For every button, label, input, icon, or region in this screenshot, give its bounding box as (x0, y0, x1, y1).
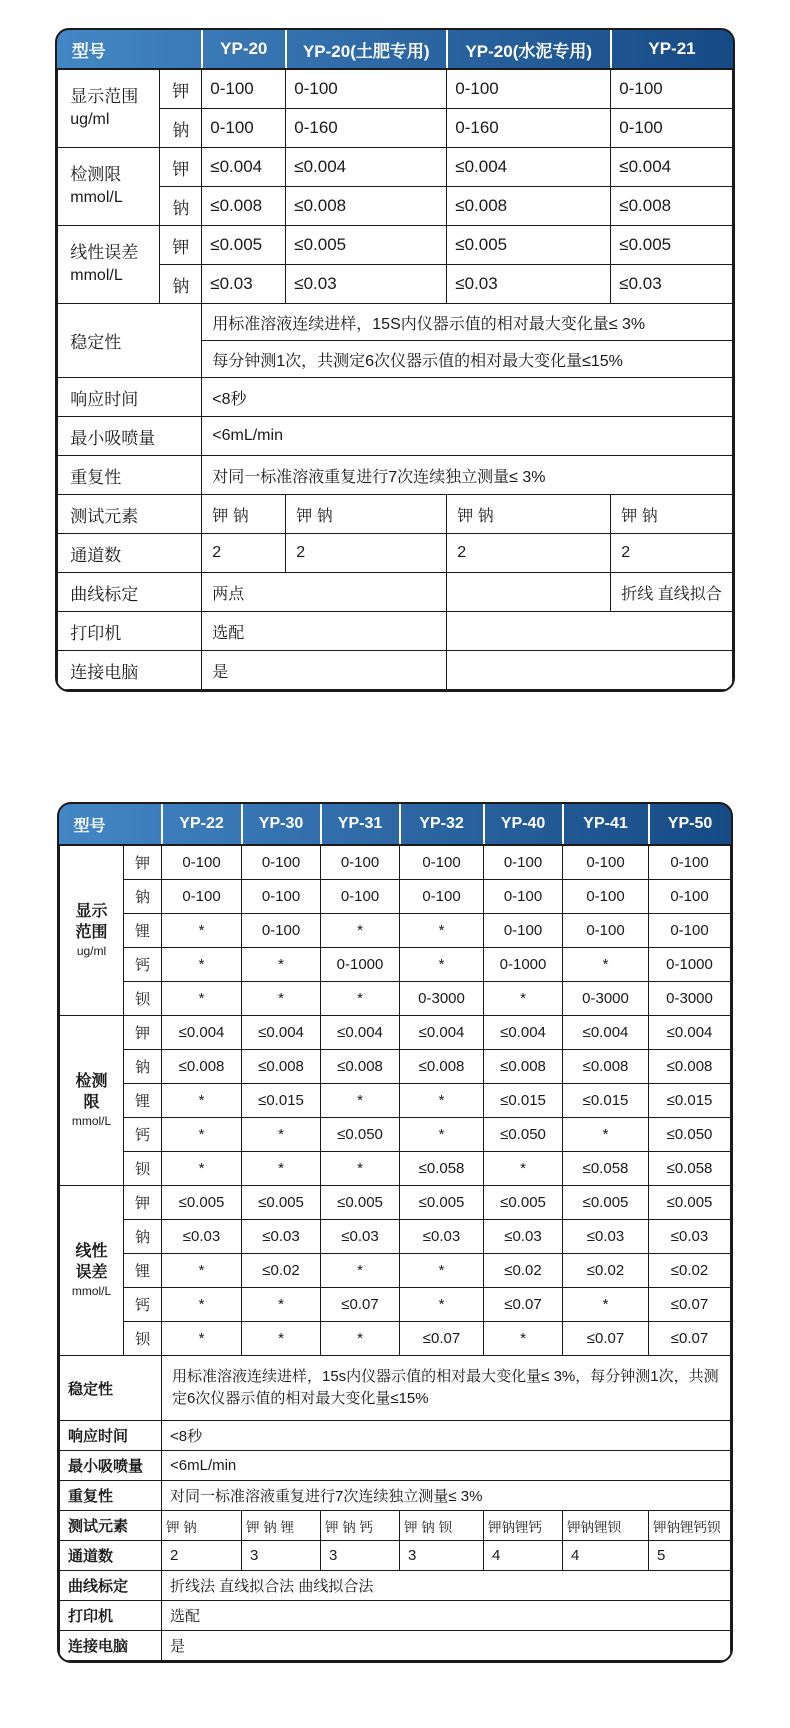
row-value: 折线法 直线拟合法 曲线拟合法 (162, 1571, 731, 1601)
spec-value: ≤0.004 (242, 1016, 321, 1050)
element-label: 钾 (160, 226, 202, 265)
spec-value: ≤0.03 (447, 265, 611, 304)
row-value: <8秒 (202, 378, 732, 417)
spec-value: * (162, 914, 242, 948)
spec-value: ≤0.005 (611, 226, 732, 265)
group-unit: ug/ml (76, 943, 107, 958)
spec-value: * (321, 1322, 400, 1356)
group-unit: mmol/L (71, 1283, 112, 1298)
row-value: 3 (321, 1541, 400, 1571)
element-label: 钾 (160, 148, 202, 187)
row-label: 连接电脑 (58, 651, 202, 690)
row-value: 钾 钠 (286, 495, 447, 534)
spec-row (60, 1186, 731, 1220)
spec-value: ≤0.03 (321, 1220, 400, 1254)
row-value: 每分钟测1次，共测定6次仪器示值的相对最大变化量≤15% (202, 341, 732, 378)
element-label: 钠 (124, 880, 162, 914)
row-value: 钾 钠 (162, 1511, 242, 1541)
spec-row (60, 845, 731, 880)
spec-value: ≤0.004 (162, 1016, 242, 1050)
spec-corner-header: 型号 (58, 30, 202, 69)
spec-value: 0-160 (447, 109, 611, 148)
spec-row (58, 534, 732, 573)
row-value: 用标准溶液连续进样，15S内仪器示值的相对最大变化量≤ 3% (202, 304, 732, 341)
spec-value: 0-100 (321, 880, 400, 914)
spec-value: * (162, 1118, 242, 1152)
spec-value: * (162, 1322, 242, 1356)
yp22-yp50-series-table (59, 804, 731, 1661)
spec-row (60, 1288, 731, 1322)
spec-value: ≤0.03 (202, 265, 286, 304)
spec-value: ≤0.07 (649, 1288, 731, 1322)
row-label: 稳定性 (58, 304, 202, 378)
spec-value: 0-100 (242, 845, 321, 880)
row-value: 5 (649, 1541, 731, 1571)
row-value: 钾钠锂钙钡 (649, 1511, 731, 1541)
element-label: 锂 (124, 1084, 162, 1118)
spec-value: ≤0.03 (162, 1220, 242, 1254)
group-label-line: 线性 (75, 1242, 108, 1260)
element-label: 锂 (124, 914, 162, 948)
spec-value: ≤0.03 (563, 1220, 649, 1254)
spec-row (58, 187, 732, 226)
group-unit: ug/ml (70, 111, 110, 129)
row-value: 钾 钠 钙 (321, 1511, 400, 1541)
spec-value: 0-100 (484, 845, 563, 880)
spec-value: ≤0.005 (563, 1186, 649, 1220)
spec-value: 0-100 (242, 914, 321, 948)
element-label: 钡 (124, 1152, 162, 1186)
spec-value: ≤0.015 (484, 1084, 563, 1118)
yp20-series-spec-table (55, 28, 734, 692)
spec-value: 0-100 (484, 914, 563, 948)
model-column-header: YP-20 (202, 30, 286, 69)
model-column-header: YP-21 (611, 30, 732, 69)
row-label: 重复性 (60, 1481, 162, 1511)
element-label: 钾 (124, 1186, 162, 1220)
spec-row (60, 982, 731, 1016)
spec-value: * (162, 982, 242, 1016)
row-value: <6mL/min (162, 1451, 731, 1481)
spec-row (60, 880, 731, 914)
row-label: 响应时间 (58, 378, 202, 417)
spec-value: ≤0.008 (563, 1050, 649, 1084)
group-unit: mmol/L (70, 189, 123, 207)
model-column-header: YP-20(水泥专用) (447, 30, 611, 69)
spec-row (58, 651, 732, 690)
spec-value: * (162, 948, 242, 982)
spec-value: * (321, 914, 400, 948)
spec-row (60, 1152, 731, 1186)
spec-value: * (400, 1254, 484, 1288)
row-value: 3 (242, 1541, 321, 1571)
spec-value: 0-100 (611, 109, 732, 148)
spec-row (60, 1322, 731, 1356)
spec-value: * (242, 1322, 321, 1356)
spec-value: ≤0.005 (447, 226, 611, 265)
spec-value: 0-100 (162, 880, 242, 914)
element-label: 钡 (124, 1322, 162, 1356)
spec-value: 0-100 (649, 914, 731, 948)
spec-row (58, 109, 732, 148)
group-label-line: 限 (83, 1093, 100, 1111)
spec-value: ≤0.015 (242, 1084, 321, 1118)
spec-value: ≤0.008 (649, 1050, 731, 1084)
spec-row (60, 1016, 731, 1050)
group-label-line: 检测 (75, 1072, 108, 1090)
spec-value: 0-3000 (649, 982, 731, 1016)
spec-row (60, 1541, 731, 1571)
spec-value: ≤0.004 (447, 148, 611, 187)
spec-value: 0-100 (286, 69, 447, 109)
row-value: 两点 (202, 573, 447, 612)
element-label: 钠 (160, 109, 202, 148)
spec-corner-header: 型号 (60, 804, 162, 845)
group-unit: mmol/L (70, 267, 123, 285)
row-value: 折线 直线拟合 (611, 573, 732, 612)
spec-row (58, 417, 732, 456)
spec-value: ≤0.02 (242, 1254, 321, 1288)
group-unit: mmol/L (71, 1113, 112, 1128)
spec-value: 0-100 (321, 845, 400, 880)
spec-value: ≤0.050 (321, 1118, 400, 1152)
element-label: 锂 (124, 1254, 162, 1288)
spec-value: * (563, 1118, 649, 1152)
group-label (58, 69, 160, 148)
spec-value: ≤0.03 (286, 265, 447, 304)
spec-value: ≤0.008 (286, 187, 447, 226)
spec-value: 0-100 (563, 845, 649, 880)
spec-value: ≤0.058 (563, 1152, 649, 1186)
spec-value: * (321, 1084, 400, 1118)
spec-value: 0-100 (649, 880, 731, 914)
element-label: 钠 (124, 1220, 162, 1254)
spec-value: 0-100 (400, 880, 484, 914)
spec-row (60, 1571, 731, 1601)
row-value: 选配 (162, 1601, 731, 1631)
spec-value: ≤0.005 (286, 226, 447, 265)
spec-value: ≤0.005 (162, 1186, 242, 1220)
model-column-header: YP-50 (649, 804, 731, 845)
model-column-header: YP-31 (321, 804, 400, 845)
group-label (60, 1186, 124, 1356)
spec-value: * (242, 1118, 321, 1152)
spec-row (60, 1254, 731, 1288)
row-value: 是 (202, 651, 447, 690)
spec-value: ≤0.03 (484, 1220, 563, 1254)
spec-value: 0-100 (162, 845, 242, 880)
spec-value: ≤0.050 (484, 1118, 563, 1152)
spec-value: * (484, 982, 563, 1016)
row-label: 最小吸喷量 (60, 1451, 162, 1481)
row-label: 通道数 (58, 534, 202, 573)
row-value: 2 (286, 534, 447, 573)
spec-value: ≤0.008 (611, 187, 732, 226)
spec-value: 0-100 (447, 69, 611, 109)
group-label (58, 226, 160, 304)
row-value: 3 (400, 1541, 484, 1571)
yp22-yp50-series-spec-table (57, 802, 733, 1663)
element-label: 钠 (160, 265, 202, 304)
spec-value: * (400, 948, 484, 982)
spec-row (58, 69, 732, 109)
group-label-line: 显示范围 (70, 87, 139, 107)
row-value: <6mL/min (202, 417, 732, 456)
row-value: <8秒 (162, 1421, 731, 1451)
spec-row (60, 1118, 731, 1152)
spec-value: ≤0.03 (611, 265, 732, 304)
spec-value: ≤0.004 (649, 1016, 731, 1050)
spec-value: 0-100 (563, 914, 649, 948)
spec-value: ≤0.005 (649, 1186, 731, 1220)
row-value: 4 (563, 1541, 649, 1571)
row-value: 2 (202, 534, 286, 573)
spec-value: ≤0.03 (400, 1220, 484, 1254)
group-label (60, 1016, 124, 1186)
spec-value: ≤0.004 (400, 1016, 484, 1050)
spec-value: * (162, 1288, 242, 1322)
spec-value: ≤0.005 (202, 226, 286, 265)
group-label-line: 范围 (75, 923, 108, 941)
spec-value: ≤0.050 (649, 1118, 731, 1152)
spec-row (58, 378, 732, 417)
spec-row (60, 1451, 731, 1481)
spec-row (60, 1511, 731, 1541)
group-label (60, 845, 124, 1016)
spec-row (60, 948, 731, 982)
spec-value: ≤0.005 (400, 1186, 484, 1220)
row-value: 4 (484, 1541, 563, 1571)
header-row (58, 30, 732, 69)
spec-value: * (321, 982, 400, 1016)
spec-value: * (563, 1288, 649, 1322)
row-label: 响应时间 (60, 1421, 162, 1451)
spec-value: * (400, 1084, 484, 1118)
spec-value: * (321, 1152, 400, 1186)
spec-row (60, 1050, 731, 1084)
spec-value: 0-100 (202, 109, 286, 148)
spec-value: * (321, 1254, 400, 1288)
spec-value: ≤0.004 (611, 148, 732, 187)
spec-value: * (162, 1152, 242, 1186)
spec-value: ≤0.008 (321, 1050, 400, 1084)
row-label: 测试元素 (60, 1511, 162, 1541)
spec-value: * (162, 1254, 242, 1288)
spec-row (60, 1421, 731, 1451)
group-label-line: 线性误差 (70, 243, 139, 263)
spec-row (58, 304, 732, 341)
spec-value: ≤0.008 (202, 187, 286, 226)
spec-value: * (242, 948, 321, 982)
spec-sheet-page (0, 28, 790, 1728)
spec-value: * (400, 914, 484, 948)
spec-value: ≤0.02 (649, 1254, 731, 1288)
row-value: 钾 钠 (202, 495, 286, 534)
spec-value: ≤0.008 (242, 1050, 321, 1084)
model-column-header: YP-20(土肥专用) (286, 30, 447, 69)
spec-value: * (484, 1152, 563, 1186)
group-label (58, 148, 160, 226)
row-value: 钾 钠 钡 (400, 1511, 484, 1541)
element-label: 钾 (124, 845, 162, 880)
spec-row (58, 495, 732, 534)
element-label: 钙 (124, 1118, 162, 1152)
model-column-header: YP-22 (162, 804, 242, 845)
spec-value: * (242, 1288, 321, 1322)
spec-value: ≤0.02 (563, 1254, 649, 1288)
spec-value: * (242, 1152, 321, 1186)
row-label: 连接电脑 (60, 1631, 162, 1661)
spec-value: ≤0.004 (321, 1016, 400, 1050)
row-value: 钾钠锂钙 (484, 1511, 563, 1541)
spec-row (58, 265, 732, 304)
spec-row (60, 1631, 731, 1661)
spec-value: 0-1000 (484, 948, 563, 982)
element-label: 钠 (160, 187, 202, 226)
row-value: 是 (162, 1631, 731, 1661)
spec-value: ≤0.03 (649, 1220, 731, 1254)
element-label: 钙 (124, 948, 162, 982)
spec-value: 0-100 (649, 845, 731, 880)
row-value: 钾钠锂钡 (563, 1511, 649, 1541)
spec-row (60, 1084, 731, 1118)
spec-row (58, 612, 732, 651)
spec-value: ≤0.058 (400, 1152, 484, 1186)
spec-value: 0-100 (484, 880, 563, 914)
row-value: 钾 钠 锂 (242, 1511, 321, 1541)
row-value: 用标准溶液连续进样，15s内仪器示值的相对最大变化量≤ 3%，每分钟测1次，共测定6次仪器示值的相对最大变化量≤15% (162, 1356, 731, 1421)
spec-row (60, 1356, 731, 1421)
row-label: 打印机 (58, 612, 202, 651)
spec-value: ≤0.058 (649, 1152, 731, 1186)
group-label-line: 误差 (75, 1263, 108, 1281)
spec-value: ≤0.015 (563, 1084, 649, 1118)
spec-value: * (242, 982, 321, 1016)
spec-value: * (484, 1322, 563, 1356)
spec-value: ≤0.07 (400, 1322, 484, 1356)
row-label: 稳定性 (60, 1356, 162, 1421)
row-label: 重复性 (58, 456, 202, 495)
row-value: 2 (447, 534, 611, 573)
row-value: 对同一标准溶液重复进行7次连续独立测量≤ 3% (162, 1481, 731, 1511)
spec-value: 0-100 (563, 880, 649, 914)
spec-value: ≤0.008 (447, 187, 611, 226)
spec-value: 0-1000 (321, 948, 400, 982)
row-label: 最小吸喷量 (58, 417, 202, 456)
spec-row (60, 1481, 731, 1511)
model-column-header: YP-41 (563, 804, 649, 845)
spec-value: 0-100 (202, 69, 286, 109)
spec-value: * (400, 1118, 484, 1152)
spec-row (60, 914, 731, 948)
spec-value: ≤0.07 (649, 1322, 731, 1356)
spec-value: 0-3000 (400, 982, 484, 1016)
element-label: 钡 (124, 982, 162, 1016)
spec-value: * (400, 1288, 484, 1322)
yp20-series-table (57, 30, 732, 690)
row-value (447, 612, 732, 651)
spec-value: ≤0.005 (321, 1186, 400, 1220)
spec-value: ≤0.005 (242, 1186, 321, 1220)
spec-value: ≤0.008 (162, 1050, 242, 1084)
spec-value: ≤0.004 (484, 1016, 563, 1050)
spec-value: 0-1000 (649, 948, 731, 982)
row-value: 钾 钠 (611, 495, 732, 534)
spec-value: ≤0.004 (286, 148, 447, 187)
row-label: 曲线标定 (58, 573, 202, 612)
spec-value: * (563, 948, 649, 982)
group-label-line: 检测限 (70, 165, 122, 185)
spec-value: 0-100 (242, 880, 321, 914)
spec-value: ≤0.004 (563, 1016, 649, 1050)
spec-value: ≤0.004 (202, 148, 286, 187)
element-label: 钠 (124, 1050, 162, 1084)
model-column-header: YP-32 (400, 804, 484, 845)
element-label: 钙 (124, 1288, 162, 1322)
spec-row (58, 226, 732, 265)
group-label-line: 显示 (75, 902, 108, 920)
element-label: 钾 (124, 1016, 162, 1050)
row-label: 通道数 (60, 1541, 162, 1571)
spec-value: 0-100 (400, 845, 484, 880)
spec-value: ≤0.008 (484, 1050, 563, 1084)
row-value: 对同一标准溶液重复进行7次连续独立测量≤ 3% (202, 456, 732, 495)
model-column-header: YP-40 (484, 804, 563, 845)
row-value: 2 (162, 1541, 242, 1571)
row-value (447, 573, 611, 612)
model-column-header: YP-30 (242, 804, 321, 845)
spec-value: 0-3000 (563, 982, 649, 1016)
row-value (447, 651, 732, 690)
spec-value: ≤0.07 (563, 1322, 649, 1356)
spec-row (60, 1220, 731, 1254)
spec-row (58, 456, 732, 495)
spec-value: 0-100 (611, 69, 732, 109)
spec-value: ≤0.005 (484, 1186, 563, 1220)
row-value: 2 (611, 534, 732, 573)
spec-value: ≤0.015 (649, 1084, 731, 1118)
spec-value: ≤0.02 (484, 1254, 563, 1288)
spec-row (58, 148, 732, 187)
row-label: 测试元素 (58, 495, 202, 534)
header-row (60, 804, 731, 845)
spec-value: ≤0.07 (484, 1288, 563, 1322)
spec-value: ≤0.07 (321, 1288, 400, 1322)
element-label: 钾 (160, 69, 202, 109)
spec-value: * (162, 1084, 242, 1118)
spec-value: ≤0.008 (400, 1050, 484, 1084)
spec-value: ≤0.03 (242, 1220, 321, 1254)
row-label: 曲线标定 (60, 1571, 162, 1601)
spec-row (58, 573, 732, 612)
spec-row (60, 1601, 731, 1631)
row-label: 打印机 (60, 1601, 162, 1631)
spec-value: 0-160 (286, 109, 447, 148)
row-value: 钾 钠 (447, 495, 611, 534)
row-value: 选配 (202, 612, 447, 651)
